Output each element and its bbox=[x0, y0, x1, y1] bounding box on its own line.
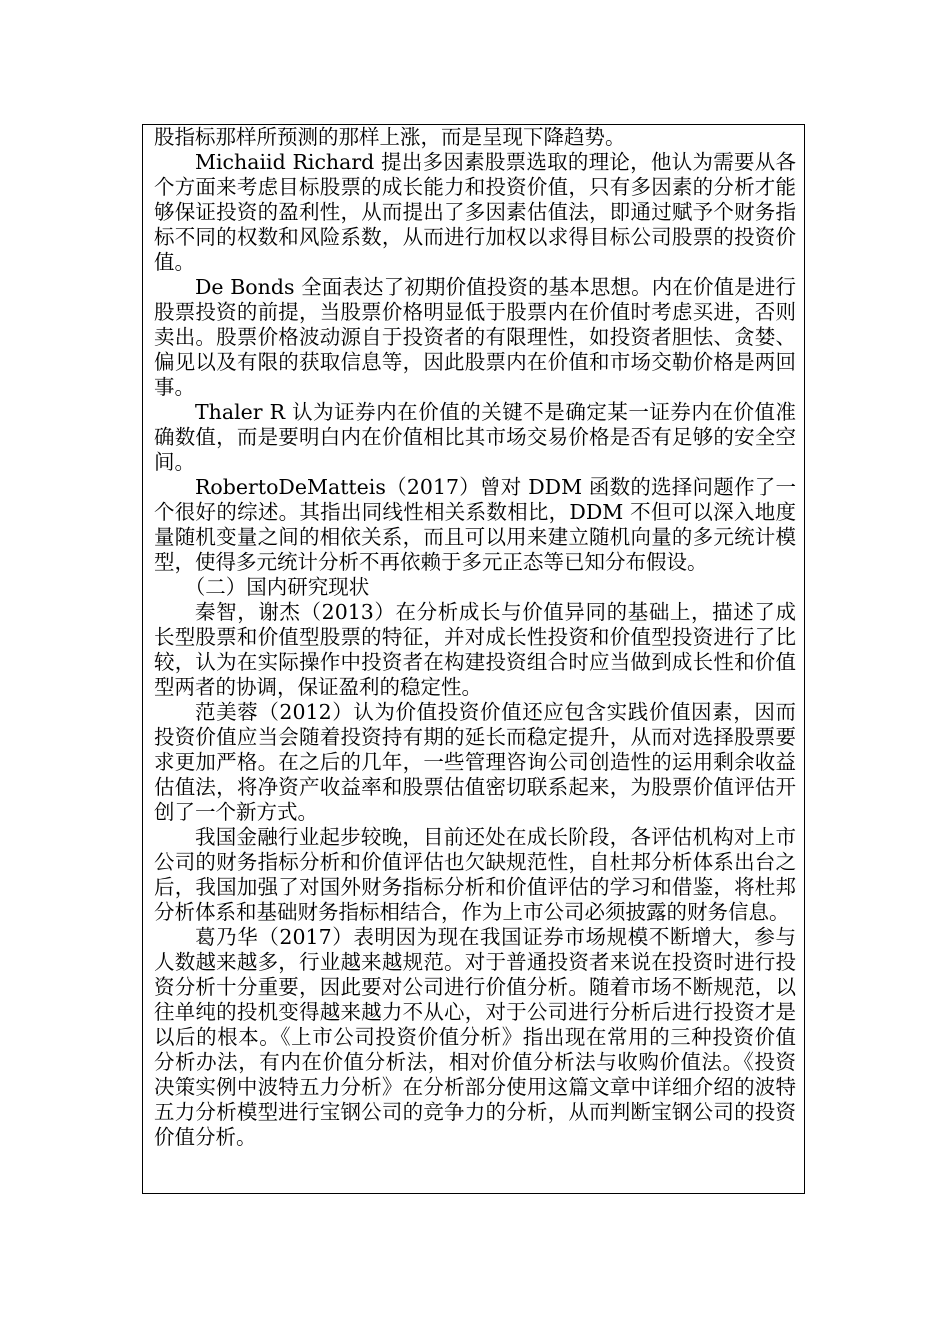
paragraph-fan-meirong: 范美蓉（2012）认为价值投资价值还应包含实践价值因素，因而投资价值应当会随着投资持有期的延长而稳定提升，从而对选择股票要求更加严格。在之后的几年，一些管理咨询公司创造性的运用剩余收益估值法，将净资产收益率和股票估值密切联系起来，为股票价值评估开创了一个新方式。 bbox=[154, 700, 796, 824]
paragraph-de-bonds: De Bonds 全面表达了初期价值投资的基本思想。内在价值是进行股票投资的前提，当股票价格明显低于股票内在价值时考虑买进，否则卖出。股票价格波动源自于投资者的有限理性，如投资者胆怯、贪婪、偏见以及有限的获取信息等，因此股票内在价值和市场交勒价格是两回事。 bbox=[154, 275, 796, 399]
paragraph-michaiid-richard: Michaiid Richard 提出多因素股票选取的理论，他认为需要从各个方面来考虑目标股票的成长能力和投资价值，只有多因素的分析才能够保证投资的盈利性，从而提出了多因素估值法，即通过赋予个财务指标不同的权数和风险系数，从而进行加权以求得目标公司股票的投资价值。 bbox=[154, 150, 796, 274]
paragraph-thaler: Thaler R 认为证券内在价值的关键不是确定某一证券内在价值准确数值，而是要明白内在价值相比其市场交易价格是否有足够的安全空间。 bbox=[154, 400, 796, 474]
paragraph-continuation: 股指标那样所预测的那样上涨，而是呈现下降趋势。 bbox=[154, 125, 626, 149]
document-body bbox=[154, 125, 796, 1150]
paragraph-qin-xie: 秦智，谢杰（2013）在分析成长与价值异同的基础上，描述了成长型股票和价值型股票的特征，并对成长性投资和价值型投资进行了比较，认为在实际操作中投资者在构建投资组合时应当做到成长性和价值型两者的协调，保证盈利的稳定性。 bbox=[154, 600, 796, 699]
document-frame bbox=[142, 124, 805, 1194]
paragraph-finance-industry: 我国金融行业起步较晚，目前还处在成长阶段，各评估机构对上市公司的财务指标分析和价值评估也欠缺规范性，自杜邦分析体系出台之后，我国加强了对国外财务指标分析和价值评估的学习和借鉴，将杜邦分析体系和基础财务指标相结合，作为上市公司必须披露的财务信息。 bbox=[154, 825, 796, 924]
paragraph-ge-naihua: 葛乃华（2017）表明因为现在我国证券市场规模不断增大，参与人数越来越多，行业越来越规范。对于普通投资者来说在投资时进行投资分析十分重要，因此要对公司进行价值分析。随着市场不断规范，以往单纯的投机变得越来越力不从心，对于公司进行分析后进行投资才是以后的根本。《上市公司投资价值分析》指出现在常用的三种投资价值分析办法，有内在价值分析法，相对价值分析法与收购价值法。《投资决策实例中波特五力分析》在分析部分使用这篇文章中详细介绍的波特五力分析模型进行宝钢公司的竞争力的分析，从而判断宝钢公司的投资价值分析。 bbox=[154, 925, 796, 1149]
paragraph-dematteis: RobertoDeMatteis（2017）曾对 DDM 函数的选择问题作了一个很好的综述。其指出同线性相关系数相比，DDM 不但可以深入地度量随机变量之间的相依关系，而且可以用来建立随机向量的多元统计模型，使得多元统计分析不再依赖于多元正态等已知分布假设。 bbox=[154, 475, 796, 574]
section-heading-domestic: （二）国内研究现状 bbox=[184, 575, 370, 599]
